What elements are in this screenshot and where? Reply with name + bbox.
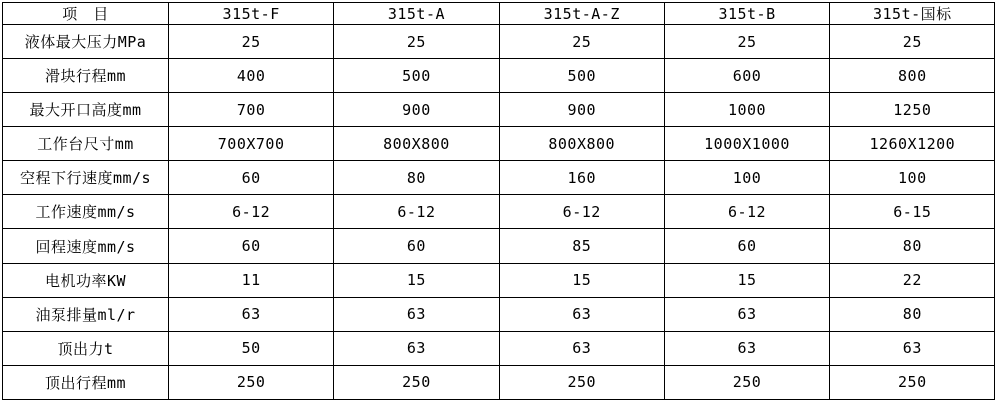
row-label: 回程速度mm/s bbox=[3, 229, 169, 263]
header-cell-315t-a-z: 315t-A-Z bbox=[499, 3, 664, 25]
spec-table-body bbox=[3, 25, 995, 400]
table-row bbox=[3, 25, 995, 59]
header-cell-315t-a: 315t-A bbox=[334, 3, 499, 25]
spec-table-header bbox=[3, 3, 995, 25]
cell: 25 bbox=[499, 25, 664, 59]
cell: 63 bbox=[334, 331, 499, 365]
cell: 22 bbox=[830, 263, 995, 297]
cell: 15 bbox=[664, 263, 829, 297]
cell: 60 bbox=[334, 229, 499, 263]
cell: 63 bbox=[499, 331, 664, 365]
row-label: 顶出力t bbox=[3, 331, 169, 365]
cell: 25 bbox=[169, 25, 334, 59]
cell: 80 bbox=[830, 297, 995, 331]
cell: 500 bbox=[499, 59, 664, 93]
cell: 250 bbox=[169, 365, 334, 399]
cell: 63 bbox=[664, 297, 829, 331]
row-label: 油泵排量ml/r bbox=[3, 297, 169, 331]
cell: 500 bbox=[334, 59, 499, 93]
cell: 160 bbox=[499, 161, 664, 195]
cell: 800 bbox=[830, 59, 995, 93]
cell: 15 bbox=[499, 263, 664, 297]
header-row bbox=[3, 3, 995, 25]
table-row bbox=[3, 127, 995, 161]
cell: 800X800 bbox=[334, 127, 499, 161]
header-cell-315t-gb: 315t-国标 bbox=[830, 3, 995, 25]
cell: 50 bbox=[169, 331, 334, 365]
cell: 6-15 bbox=[830, 195, 995, 229]
table-row bbox=[3, 59, 995, 93]
cell: 250 bbox=[664, 365, 829, 399]
spec-table bbox=[2, 2, 995, 400]
row-label: 液体最大压力MPa bbox=[3, 25, 169, 59]
table-row bbox=[3, 229, 995, 263]
cell: 100 bbox=[830, 161, 995, 195]
cell: 11 bbox=[169, 263, 334, 297]
cell: 250 bbox=[499, 365, 664, 399]
header-cell-315t-b: 315t-B bbox=[664, 3, 829, 25]
cell: 63 bbox=[664, 331, 829, 365]
cell: 250 bbox=[830, 365, 995, 399]
header-cell-item: 项 目 bbox=[3, 3, 169, 25]
table-row bbox=[3, 195, 995, 229]
cell: 80 bbox=[334, 161, 499, 195]
cell: 900 bbox=[499, 93, 664, 127]
cell: 800X800 bbox=[499, 127, 664, 161]
cell: 1250 bbox=[830, 93, 995, 127]
cell: 85 bbox=[499, 229, 664, 263]
cell: 63 bbox=[830, 331, 995, 365]
table-row bbox=[3, 331, 995, 365]
cell: 6-12 bbox=[169, 195, 334, 229]
cell: 700X700 bbox=[169, 127, 334, 161]
cell: 900 bbox=[334, 93, 499, 127]
row-label: 顶出行程mm bbox=[3, 365, 169, 399]
cell: 60 bbox=[169, 229, 334, 263]
cell: 60 bbox=[169, 161, 334, 195]
cell: 6-12 bbox=[664, 195, 829, 229]
table-row bbox=[3, 263, 995, 297]
cell: 25 bbox=[830, 25, 995, 59]
row-label: 工作速度mm/s bbox=[3, 195, 169, 229]
row-label: 空程下行速度mm/s bbox=[3, 161, 169, 195]
row-label: 工作台尺寸mm bbox=[3, 127, 169, 161]
cell: 1000 bbox=[664, 93, 829, 127]
cell: 1260X1200 bbox=[830, 127, 995, 161]
cell: 400 bbox=[169, 59, 334, 93]
cell: 1000X1000 bbox=[664, 127, 829, 161]
cell: 600 bbox=[664, 59, 829, 93]
cell: 63 bbox=[169, 297, 334, 331]
header-cell-315t-f: 315t-F bbox=[169, 3, 334, 25]
cell: 63 bbox=[499, 297, 664, 331]
cell: 15 bbox=[334, 263, 499, 297]
cell: 25 bbox=[334, 25, 499, 59]
table-row bbox=[3, 365, 995, 399]
cell: 60 bbox=[664, 229, 829, 263]
cell: 250 bbox=[334, 365, 499, 399]
table-row bbox=[3, 297, 995, 331]
cell: 100 bbox=[664, 161, 829, 195]
table-row bbox=[3, 161, 995, 195]
cell: 25 bbox=[664, 25, 829, 59]
row-label: 最大开口高度mm bbox=[3, 93, 169, 127]
cell: 6-12 bbox=[334, 195, 499, 229]
row-label: 电机功率KW bbox=[3, 263, 169, 297]
cell: 63 bbox=[334, 297, 499, 331]
cell: 6-12 bbox=[499, 195, 664, 229]
row-label: 滑块行程mm bbox=[3, 59, 169, 93]
cell: 700 bbox=[169, 93, 334, 127]
table-row bbox=[3, 93, 995, 127]
cell: 80 bbox=[830, 229, 995, 263]
